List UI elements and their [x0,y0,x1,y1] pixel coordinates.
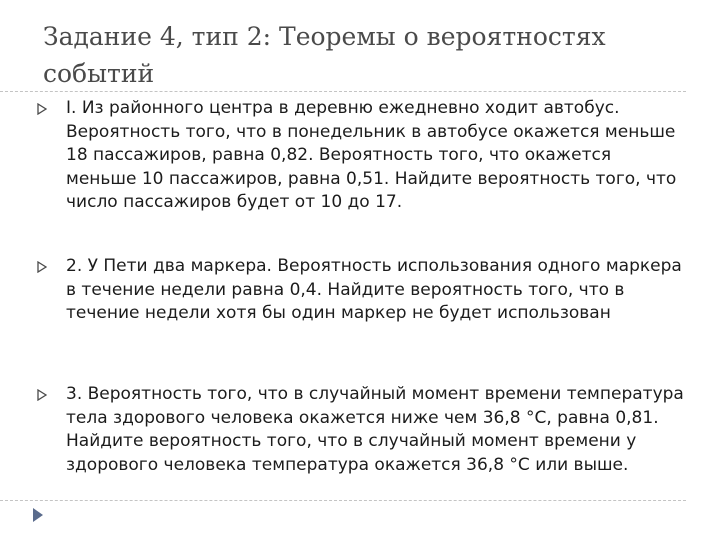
triangle-bullet-icon [37,261,47,273]
task-item-3: 3. Вероятность того, что в случайный момент времени температура тела здорового человека окажется ниже чем 36,8 °С, равна 0,81. Найдите вероятность того, что в случайный момент времени у здорового человека температура окажется 36,8 °С или выше. [66,384,684,475]
slide-title: Задание 4, тип 2: Теоремы о вероятностях событий [43,22,606,88]
bottom-divider [0,500,686,501]
triangle-bullet-icon [37,103,47,115]
task-item-2: 2. У Пети два маркера. Вероятность использования одного маркера в течение недели равна 0,4. Найдите вероятность того, что в течение недели хотя бы один маркер не будет использован [66,256,682,323]
triangle-next-icon[interactable] [32,507,44,523]
triangle-bullet-icon [37,389,47,401]
task-item-1: I. Из районного центра в деревню ежедневно ходит автобус. Вероятность того, что в понедельник в автобусе окажется меньше 18 пассажиров, равна 0,82. Вероятность того, что окажется меньше 10 пассажиров, равна 0,51. Найдите вероятность того, что число пассажиров будет от 10 до 17. [66,98,677,212]
title-divider [0,91,686,92]
